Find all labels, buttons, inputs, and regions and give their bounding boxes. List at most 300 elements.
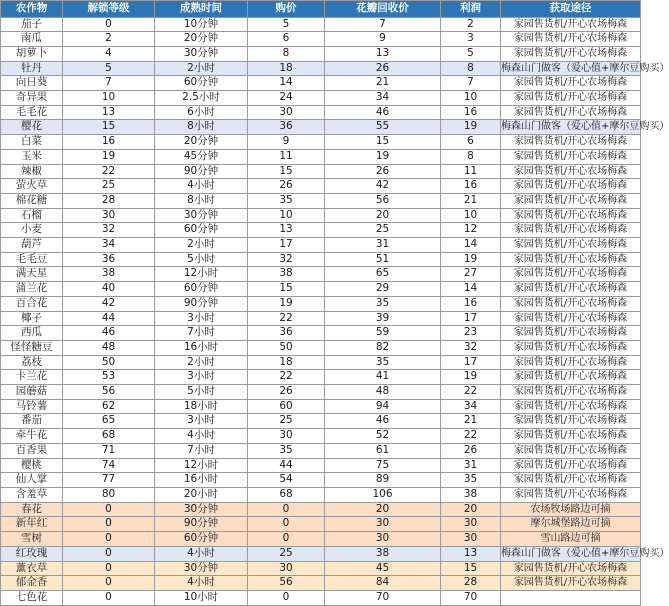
cell-mature-time[interactable]: 20小时: [155, 488, 248, 503]
cell-crop[interactable]: 卡兰花: [1, 370, 63, 385]
cell-profit[interactable]: 21: [441, 193, 501, 208]
cell-unlock-level[interactable]: 13: [63, 105, 155, 120]
cell-buy-price[interactable]: 13: [248, 223, 325, 238]
cell-crop[interactable]: 樱桃: [1, 458, 63, 473]
cell-source[interactable]: 家园售货机/开心农场梅森: [501, 311, 641, 326]
table-row: [1, 326, 641, 341]
cell-profit[interactable]: 20: [441, 502, 501, 517]
cell-profit[interactable]: 10: [441, 208, 501, 223]
cell-source[interactable]: 家园售货机/开心农场梅森: [501, 458, 641, 473]
cell-source[interactable]: 家园售货机/开心农场梅森: [501, 355, 641, 370]
cell-petal-recycle-price[interactable]: 39: [325, 311, 441, 326]
cell-crop[interactable]: 小麦: [1, 223, 63, 238]
cell-source[interactable]: 家园售货机/开心农场梅森: [501, 149, 641, 164]
cell-source[interactable]: 家园售货机/开心农场梅森: [501, 193, 641, 208]
cell-profit[interactable]: 14: [441, 282, 501, 297]
cell-mature-time[interactable]: 3小时: [155, 311, 248, 326]
cell-mature-time[interactable]: 30分钟: [155, 561, 248, 576]
cell-source[interactable]: 家园售货机/开心农场梅森: [501, 429, 641, 444]
cell-source[interactable]: 家园售货机/开心农场梅森: [501, 399, 641, 414]
cell-petal-recycle-price[interactable]: 13: [325, 46, 441, 61]
cell-buy-price[interactable]: 15: [248, 282, 325, 297]
cell-buy-price[interactable]: 68: [248, 488, 325, 503]
cell-unlock-level[interactable]: 62: [63, 399, 155, 414]
cell-unlock-level[interactable]: 0: [63, 517, 155, 532]
header-source[interactable]: 获取途径: [501, 1, 641, 18]
cell-source[interactable]: 家园售货机/开心农场梅森: [501, 179, 641, 194]
cell-crop[interactable]: 红玫瑰: [1, 546, 63, 561]
cell-crop[interactable]: 樱花: [1, 120, 63, 135]
cell-source[interactable]: 梅森山门做客（爱心值+摩尔豆购买）: [501, 546, 641, 561]
cell-profit[interactable]: 17: [441, 355, 501, 370]
cell-unlock-level[interactable]: 0: [63, 17, 155, 32]
cell-crop[interactable]: 萤火草: [1, 179, 63, 194]
cell-petal-recycle-price[interactable]: 7: [325, 17, 441, 32]
cell-mature-time[interactable]: 3小时: [155, 370, 248, 385]
cell-crop[interactable]: 牵牛花: [1, 429, 63, 444]
cell-petal-recycle-price[interactable]: 89: [325, 473, 441, 488]
cell-unlock-level[interactable]: 74: [63, 458, 155, 473]
cell-mature-time[interactable]: 60分钟: [155, 223, 248, 238]
cell-petal-recycle-price[interactable]: 61: [325, 443, 441, 458]
cell-mature-time[interactable]: 30分钟: [155, 46, 248, 61]
cell-source[interactable]: 家园售货机/开心农场梅森: [501, 17, 641, 32]
cell-mature-time[interactable]: 5小时: [155, 385, 248, 400]
cell-crop[interactable]: 春花: [1, 502, 63, 517]
cell-unlock-level[interactable]: 40: [63, 282, 155, 297]
cell-buy-price[interactable]: 15: [248, 164, 325, 179]
cell-source[interactable]: 农场牧场路边可摘: [501, 502, 641, 517]
cell-unlock-level[interactable]: 0: [63, 502, 155, 517]
cell-buy-price[interactable]: 24: [248, 91, 325, 106]
cell-source[interactable]: 家园售货机/开心农场梅森: [501, 91, 641, 106]
cell-mature-time[interactable]: 20分钟: [155, 135, 248, 150]
cell-mature-time[interactable]: 3小时: [155, 414, 248, 429]
header-unlock-level[interactable]: 解锁等级: [63, 1, 155, 18]
cell-petal-recycle-price[interactable]: 82: [325, 340, 441, 355]
cell-unlock-level[interactable]: 0: [63, 576, 155, 591]
cell-unlock-level[interactable]: 0: [63, 590, 155, 605]
cell-crop[interactable]: 怪怪糖豆: [1, 340, 63, 355]
header-mature-time[interactable]: 成熟时间: [155, 1, 248, 18]
cell-buy-price[interactable]: 25: [248, 546, 325, 561]
cell-buy-price[interactable]: 17: [248, 238, 325, 253]
cell-unlock-level[interactable]: 15: [63, 120, 155, 135]
cell-mature-time[interactable]: 16小时: [155, 473, 248, 488]
cell-crop[interactable]: 百合花: [1, 296, 63, 311]
cell-source[interactable]: 家园售货机/开心农场梅森: [501, 340, 641, 355]
cell-profit[interactable]: 8: [441, 149, 501, 164]
cell-unlock-level[interactable]: 0: [63, 546, 155, 561]
cell-buy-price[interactable]: 30: [248, 105, 325, 120]
cell-profit[interactable]: 34: [441, 399, 501, 414]
cell-buy-price[interactable]: 35: [248, 193, 325, 208]
cell-crop[interactable]: 胡萝卜: [1, 46, 63, 61]
cell-mature-time[interactable]: 4小时: [155, 546, 248, 561]
cell-buy-price[interactable]: 30: [248, 561, 325, 576]
cell-buy-price[interactable]: 36: [248, 326, 325, 341]
cell-mature-time[interactable]: 30分钟: [155, 208, 248, 223]
table-row: [1, 61, 641, 76]
cell-mature-time[interactable]: 2小时: [155, 61, 248, 76]
cell-unlock-level[interactable]: 80: [63, 488, 155, 503]
cell-crop[interactable]: 园蘑菇: [1, 385, 63, 400]
cell-unlock-level[interactable]: 77: [63, 473, 155, 488]
cell-petal-recycle-price[interactable]: 35: [325, 296, 441, 311]
cell-petal-recycle-price[interactable]: 35: [325, 355, 441, 370]
cell-mature-time[interactable]: 7小时: [155, 443, 248, 458]
cell-source[interactable]: 家园售货机/开心农场梅森: [501, 252, 641, 267]
table-row: [1, 385, 641, 400]
cell-buy-price[interactable]: 56: [248, 576, 325, 591]
cell-buy-price[interactable]: 22: [248, 311, 325, 326]
cell-unlock-level[interactable]: 30: [63, 208, 155, 223]
cell-unlock-level[interactable]: 34: [63, 238, 155, 253]
cell-crop[interactable]: 满天星: [1, 267, 63, 282]
cell-unlock-level[interactable]: 28: [63, 193, 155, 208]
cell-source[interactable]: 家园售货机/开心农场梅森: [501, 326, 641, 341]
cell-unlock-level[interactable]: 44: [63, 311, 155, 326]
cell-source[interactable]: 家园售货机/开心农场梅森: [501, 488, 641, 503]
cell-petal-recycle-price[interactable]: 19: [325, 149, 441, 164]
cell-unlock-level[interactable]: 25: [63, 179, 155, 194]
cell-buy-price[interactable]: 19: [248, 296, 325, 311]
cell-petal-recycle-price[interactable]: 38: [325, 546, 441, 561]
cell-profit[interactable]: 23: [441, 326, 501, 341]
cell-petal-recycle-price[interactable]: 26: [325, 61, 441, 76]
cell-buy-price[interactable]: 9: [248, 135, 325, 150]
cell-unlock-level[interactable]: 38: [63, 267, 155, 282]
cell-source[interactable]: 梅森山门做客（爱心值+摩尔豆购买）: [501, 61, 641, 76]
cell-buy-price[interactable]: 26: [248, 385, 325, 400]
cell-crop[interactable]: 椰子: [1, 311, 63, 326]
cell-mature-time[interactable]: 60分钟: [155, 282, 248, 297]
cell-unlock-level[interactable]: 7: [63, 76, 155, 91]
cell-unlock-level[interactable]: 65: [63, 414, 155, 429]
table-row: [1, 164, 641, 179]
cell-buy-price[interactable]: 26: [248, 179, 325, 194]
cell-petal-recycle-price[interactable]: 94: [325, 399, 441, 414]
cell-profit[interactable]: 30: [441, 517, 501, 532]
cell-profit[interactable]: 19: [441, 370, 501, 385]
cell-mature-time[interactable]: 7小时: [155, 326, 248, 341]
cell-source[interactable]: 雪山路边可摘: [501, 532, 641, 547]
cell-petal-recycle-price[interactable]: 15: [325, 135, 441, 150]
cell-source[interactable]: 家园售货机/开心农场梅森: [501, 105, 641, 120]
cell-petal-recycle-price[interactable]: 65: [325, 267, 441, 282]
cell-crop[interactable]: 仙人掌: [1, 473, 63, 488]
cell-crop[interactable]: 新年红: [1, 517, 63, 532]
cell-profit[interactable]: 27: [441, 267, 501, 282]
cell-buy-price[interactable]: 14: [248, 76, 325, 91]
cell-crop[interactable]: 西瓜: [1, 326, 63, 341]
cell-source[interactable]: 家园售货机/开心农场梅森: [501, 385, 641, 400]
header-buy-price[interactable]: 购价: [248, 1, 325, 18]
cell-mature-time[interactable]: 60分钟: [155, 76, 248, 91]
cell-mature-time[interactable]: 18小时: [155, 399, 248, 414]
cell-source[interactable]: 家园售货机/开心农场梅森: [501, 296, 641, 311]
cell-profit[interactable]: 16: [441, 179, 501, 194]
cell-profit[interactable]: 22: [441, 385, 501, 400]
cell-profit[interactable]: 16: [441, 296, 501, 311]
cell-crop[interactable]: 薰衣草: [1, 561, 63, 576]
table-row: [1, 17, 641, 32]
cell-unlock-level[interactable]: 4: [63, 46, 155, 61]
cell-crop[interactable]: 雪树: [1, 532, 63, 547]
cell-buy-price[interactable]: 0: [248, 502, 325, 517]
cell-petal-recycle-price[interactable]: 21: [325, 76, 441, 91]
cell-buy-price[interactable]: 6: [248, 32, 325, 47]
cell-petal-recycle-price[interactable]: 41: [325, 370, 441, 385]
cell-mature-time[interactable]: 16小时: [155, 340, 248, 355]
cell-mature-time[interactable]: 8小时: [155, 120, 248, 135]
cell-buy-price[interactable]: 50: [248, 340, 325, 355]
cell-buy-price[interactable]: 11: [248, 149, 325, 164]
cell-source[interactable]: 家园售货机/开心农场梅森: [501, 223, 641, 238]
cell-petal-recycle-price[interactable]: 46: [325, 105, 441, 120]
cell-source[interactable]: 家园售货机/开心农场梅森: [501, 576, 641, 591]
table-row: [1, 473, 641, 488]
cell-buy-price[interactable]: 5: [248, 17, 325, 32]
cell-profit[interactable]: 26: [441, 443, 501, 458]
cell-mature-time[interactable]: 4小时: [155, 576, 248, 591]
table-row: [1, 311, 641, 326]
cell-petal-recycle-price[interactable]: 55: [325, 120, 441, 135]
cell-mature-time[interactable]: 90分钟: [155, 296, 248, 311]
cell-buy-price[interactable]: 22: [248, 370, 325, 385]
cell-source[interactable]: 梅森山门做客（爱心值+摩尔豆购买）: [501, 120, 641, 135]
cell-profit[interactable]: 17: [441, 311, 501, 326]
cell-profit[interactable]: 32: [441, 340, 501, 355]
cell-profit[interactable]: 70: [441, 590, 501, 605]
cell-source[interactable]: [501, 590, 641, 605]
cell-mature-time[interactable]: 60分钟: [155, 532, 248, 547]
cell-petal-recycle-price[interactable]: 20: [325, 208, 441, 223]
cell-source[interactable]: 家园售货机/开心农场梅森: [501, 46, 641, 61]
cell-crop[interactable]: 毛毛豆: [1, 252, 63, 267]
cell-source[interactable]: 家园售货机/开心农场梅森: [501, 164, 641, 179]
cell-crop[interactable]: 番茄: [1, 414, 63, 429]
table-row: [1, 208, 641, 223]
cell-petal-recycle-price[interactable]: 106: [325, 488, 441, 503]
cell-crop[interactable]: 荔枝: [1, 355, 63, 370]
cell-buy-price[interactable]: 30: [248, 429, 325, 444]
cell-crop[interactable]: 七色花: [1, 590, 63, 605]
header-petal-recycle-price[interactable]: 花瓣回收价: [325, 1, 441, 18]
cell-crop[interactable]: 郁金香: [1, 576, 63, 591]
cell-mature-time[interactable]: 8小时: [155, 193, 248, 208]
table-row: [1, 561, 641, 576]
cell-petal-recycle-price[interactable]: 51: [325, 252, 441, 267]
cell-mature-time[interactable]: 2小时: [155, 238, 248, 253]
cell-profit[interactable]: 31: [441, 458, 501, 473]
cell-mature-time[interactable]: 90分钟: [155, 164, 248, 179]
cell-petal-recycle-price[interactable]: 20: [325, 502, 441, 517]
cell-buy-price[interactable]: 10: [248, 208, 325, 223]
cell-crop[interactable]: 辣椒: [1, 164, 63, 179]
cell-profit[interactable]: 30: [441, 532, 501, 547]
cell-mature-time[interactable]: 5小时: [155, 252, 248, 267]
cell-mature-time[interactable]: 2小时: [155, 355, 248, 370]
cell-petal-recycle-price[interactable]: 30: [325, 517, 441, 532]
cell-petal-recycle-price[interactable]: 75: [325, 458, 441, 473]
cell-source[interactable]: 家园售货机/开心农场梅森: [501, 443, 641, 458]
cell-unlock-level[interactable]: 56: [63, 385, 155, 400]
cell-crop[interactable]: 毛毛花: [1, 105, 63, 120]
cell-buy-price[interactable]: 60: [248, 399, 325, 414]
cell-buy-price[interactable]: 18: [248, 355, 325, 370]
header-profit[interactable]: 利润: [441, 1, 501, 18]
cell-unlock-level[interactable]: 32: [63, 223, 155, 238]
cell-petal-recycle-price[interactable]: 29: [325, 282, 441, 297]
cell-source[interactable]: 摩尔城堡路边可摘: [501, 517, 641, 532]
cell-petal-recycle-price[interactable]: 84: [325, 576, 441, 591]
cell-profit[interactable]: 11: [441, 164, 501, 179]
cell-crop[interactable]: 百香果: [1, 443, 63, 458]
cell-unlock-level[interactable]: 53: [63, 370, 155, 385]
cell-source[interactable]: 家园售货机/开心农场梅森: [501, 282, 641, 297]
cell-unlock-level[interactable]: 46: [63, 326, 155, 341]
cell-unlock-level[interactable]: 48: [63, 340, 155, 355]
cell-profit[interactable]: 19: [441, 252, 501, 267]
cell-source[interactable]: 家园售货机/开心农场梅森: [501, 135, 641, 150]
cell-mature-time[interactable]: 12小时: [155, 458, 248, 473]
table-row: [1, 590, 641, 605]
cell-unlock-level[interactable]: 2: [63, 32, 155, 47]
cell-unlock-level[interactable]: 5: [63, 61, 155, 76]
cell-profit[interactable]: 7: [441, 76, 501, 91]
cell-unlock-level[interactable]: 42: [63, 296, 155, 311]
cell-mature-time[interactable]: 6小时: [155, 105, 248, 120]
cell-buy-price[interactable]: 0: [248, 517, 325, 532]
cell-profit[interactable]: 15: [441, 561, 501, 576]
cell-profit[interactable]: 35: [441, 473, 501, 488]
cell-unlock-level[interactable]: 10: [63, 91, 155, 106]
cell-unlock-level[interactable]: 16: [63, 135, 155, 150]
cell-petal-recycle-price[interactable]: 30: [325, 532, 441, 547]
cell-buy-price[interactable]: 18: [248, 61, 325, 76]
cell-petal-recycle-price[interactable]: 9: [325, 32, 441, 47]
cell-mature-time[interactable]: 10分钟: [155, 17, 248, 32]
cell-buy-price[interactable]: 54: [248, 473, 325, 488]
cell-profit[interactable]: 14: [441, 238, 501, 253]
cell-profit[interactable]: 22: [441, 429, 501, 444]
cell-crop[interactable]: 奇异果: [1, 91, 63, 106]
cell-buy-price[interactable]: 44: [248, 458, 325, 473]
cell-unlock-level[interactable]: 19: [63, 149, 155, 164]
cell-unlock-level[interactable]: 36: [63, 252, 155, 267]
cell-mature-time[interactable]: 45分钟: [155, 149, 248, 164]
cell-source[interactable]: 家园售货机/开心农场梅森: [501, 370, 641, 385]
cell-mature-time[interactable]: 12小时: [155, 267, 248, 282]
cell-petal-recycle-price[interactable]: 45: [325, 561, 441, 576]
cell-source[interactable]: 家园售货机/开心农场梅森: [501, 414, 641, 429]
cell-mature-time[interactable]: 90分钟: [155, 517, 248, 532]
cell-petal-recycle-price[interactable]: 46: [325, 414, 441, 429]
cell-crop[interactable]: 蒲兰花: [1, 282, 63, 297]
cell-crop[interactable]: 棉花糖: [1, 193, 63, 208]
table-row: [1, 488, 641, 503]
cell-crop[interactable]: 石榴: [1, 208, 63, 223]
cell-unlock-level[interactable]: 71: [63, 443, 155, 458]
cell-petal-recycle-price[interactable]: 56: [325, 193, 441, 208]
cell-source[interactable]: 家园售货机/开心农场梅森: [501, 561, 641, 576]
cell-crop[interactable]: 牡丹: [1, 61, 63, 76]
cell-profit[interactable]: 10: [441, 91, 501, 106]
cell-profit[interactable]: 8: [441, 61, 501, 76]
cell-profit[interactable]: 2: [441, 17, 501, 32]
cell-crop[interactable]: 茄子: [1, 17, 63, 32]
cell-buy-price[interactable]: 35: [248, 443, 325, 458]
cell-crop[interactable]: 玉米: [1, 149, 63, 164]
cell-buy-price[interactable]: 25: [248, 414, 325, 429]
cell-profit[interactable]: 38: [441, 488, 501, 503]
cell-petal-recycle-price[interactable]: 52: [325, 429, 441, 444]
table-row: [1, 135, 641, 150]
cell-unlock-level[interactable]: 0: [63, 561, 155, 576]
table-row: [1, 443, 641, 458]
cell-source[interactable]: 家园售货机/开心农场梅森: [501, 267, 641, 282]
cell-crop[interactable]: 马铃薯: [1, 399, 63, 414]
cell-unlock-level[interactable]: 50: [63, 355, 155, 370]
cell-crop[interactable]: 白菜: [1, 135, 63, 150]
cell-profit[interactable]: 3: [441, 32, 501, 47]
cell-petal-recycle-price[interactable]: 34: [325, 91, 441, 106]
cell-profit[interactable]: 16: [441, 105, 501, 120]
cell-buy-price[interactable]: 0: [248, 590, 325, 605]
cell-source[interactable]: 家园售货机/开心农场梅森: [501, 473, 641, 488]
cell-unlock-level[interactable]: 22: [63, 164, 155, 179]
cell-unlock-level[interactable]: 68: [63, 429, 155, 444]
cell-mature-time[interactable]: 4小时: [155, 179, 248, 194]
cell-buy-price[interactable]: 38: [248, 267, 325, 282]
cell-profit[interactable]: 12: [441, 223, 501, 238]
cell-source[interactable]: 家园售货机/开心农场梅森: [501, 238, 641, 253]
cell-unlock-level[interactable]: 0: [63, 532, 155, 547]
cell-mature-time[interactable]: 30分钟: [155, 502, 248, 517]
cell-petal-recycle-price[interactable]: 48: [325, 385, 441, 400]
cell-petal-recycle-price[interactable]: 26: [325, 164, 441, 179]
cell-crop[interactable]: 葫芦: [1, 238, 63, 253]
cell-petal-recycle-price[interactable]: 59: [325, 326, 441, 341]
cell-mature-time[interactable]: 4小时: [155, 429, 248, 444]
cell-source[interactable]: 家园售货机/开心农场梅森: [501, 208, 641, 223]
cell-petal-recycle-price[interactable]: 31: [325, 238, 441, 253]
cell-petal-recycle-price[interactable]: 25: [325, 223, 441, 238]
cell-profit[interactable]: 21: [441, 414, 501, 429]
cell-buy-price[interactable]: 0: [248, 532, 325, 547]
cell-crop[interactable]: 含羞草: [1, 488, 63, 503]
cell-crop[interactable]: 向日葵: [1, 76, 63, 91]
cell-buy-price[interactable]: 32: [248, 252, 325, 267]
cell-source[interactable]: 家园售货机/开心农场梅森: [501, 32, 641, 47]
cell-petal-recycle-price[interactable]: 42: [325, 179, 441, 194]
cell-buy-price[interactable]: 36: [248, 120, 325, 135]
cell-profit[interactable]: 13: [441, 546, 501, 561]
cell-buy-price[interactable]: 8: [248, 46, 325, 61]
cell-mature-time[interactable]: 10小时: [155, 590, 248, 605]
cell-profit[interactable]: 19: [441, 120, 501, 135]
cell-mature-time[interactable]: 2.5小时: [155, 91, 248, 106]
cell-profit[interactable]: 6: [441, 135, 501, 150]
cell-mature-time[interactable]: 20分钟: [155, 32, 248, 47]
header-crop[interactable]: 农作物: [1, 1, 63, 18]
cell-petal-recycle-price[interactable]: 70: [325, 590, 441, 605]
cell-profit[interactable]: 5: [441, 46, 501, 61]
cell-crop[interactable]: 南瓜: [1, 32, 63, 47]
cell-profit[interactable]: 28: [441, 576, 501, 591]
cell-source[interactable]: 家园售货机/开心农场梅森: [501, 76, 641, 91]
